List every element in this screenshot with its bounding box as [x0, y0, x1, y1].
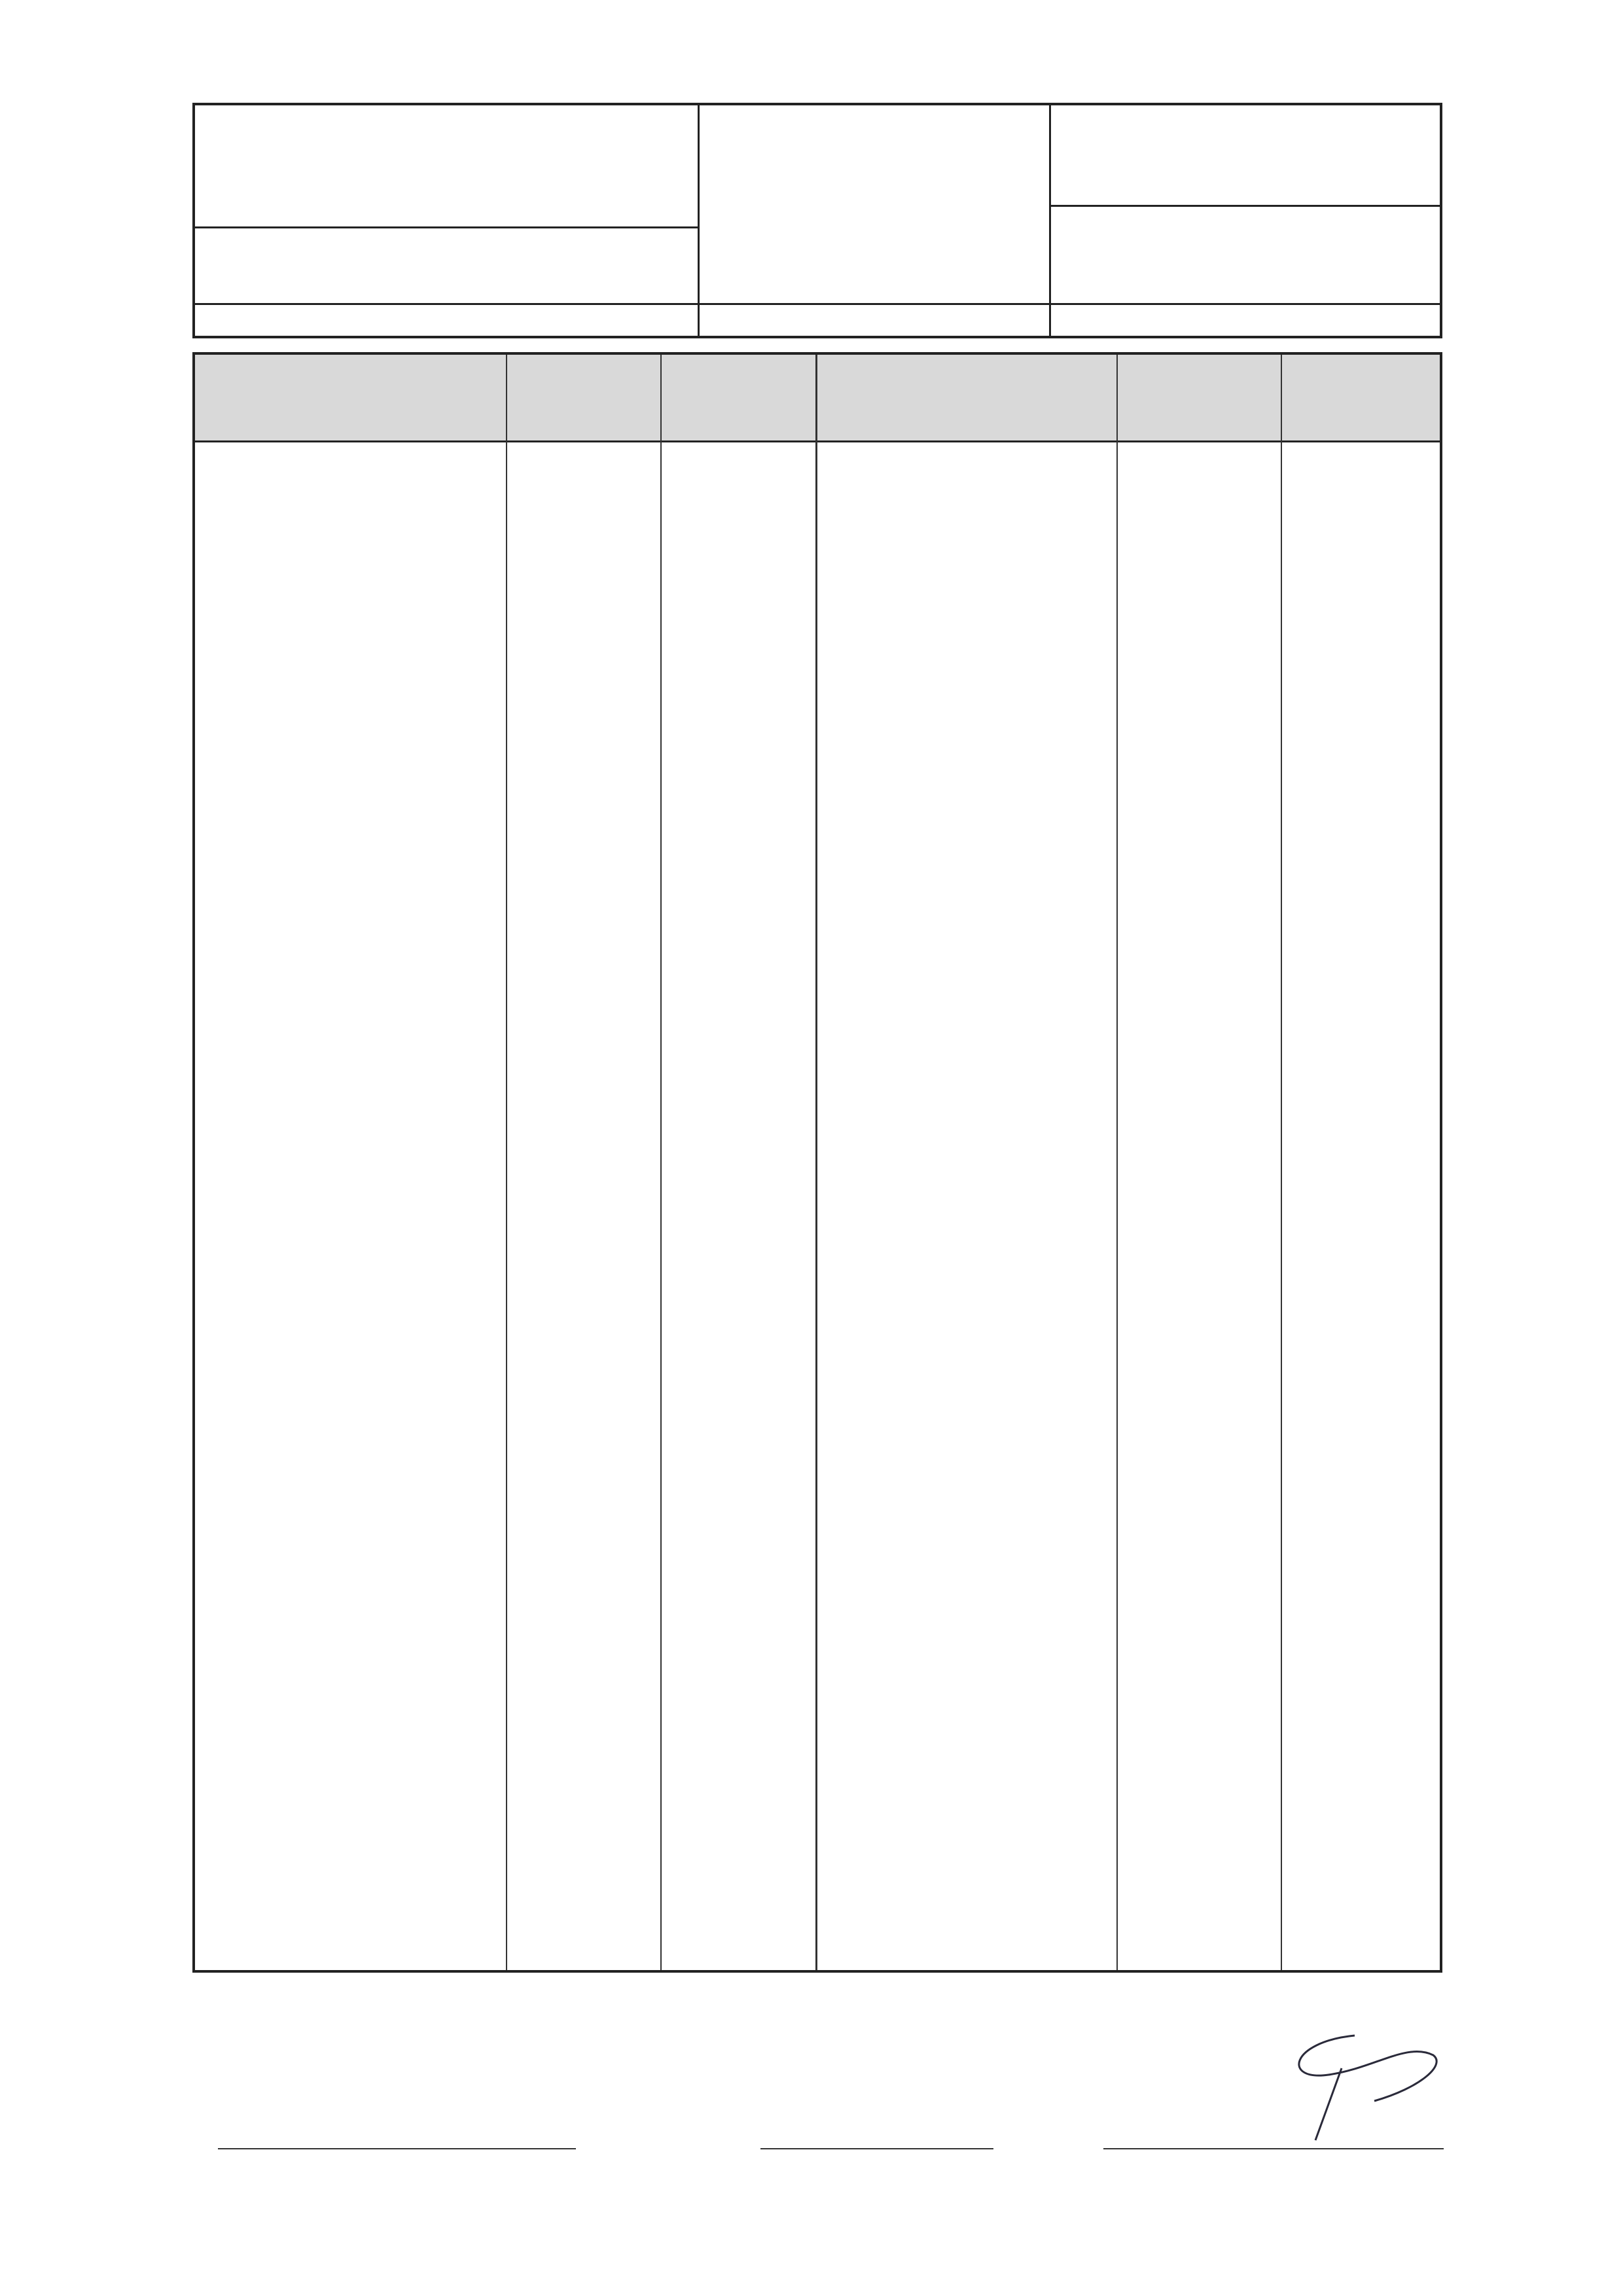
col-header-aktywa: [195, 355, 506, 440]
director-signature-scribble-icon: [1158, 2029, 1446, 2153]
col-header-pasywa: [815, 355, 1116, 440]
accountant-signature-block: [262, 2036, 589, 2173]
col-header-liabilities-start: [1116, 355, 1281, 440]
col-header-assets-start: [506, 355, 660, 440]
col-header-assets-end: [660, 355, 815, 440]
col-header-liabilities-end: [1281, 355, 1442, 440]
report-header: [192, 103, 1442, 338]
table-header-row: [195, 355, 1440, 442]
director-signature-block: [1158, 2029, 1446, 2153]
balance-table: [192, 352, 1442, 1973]
